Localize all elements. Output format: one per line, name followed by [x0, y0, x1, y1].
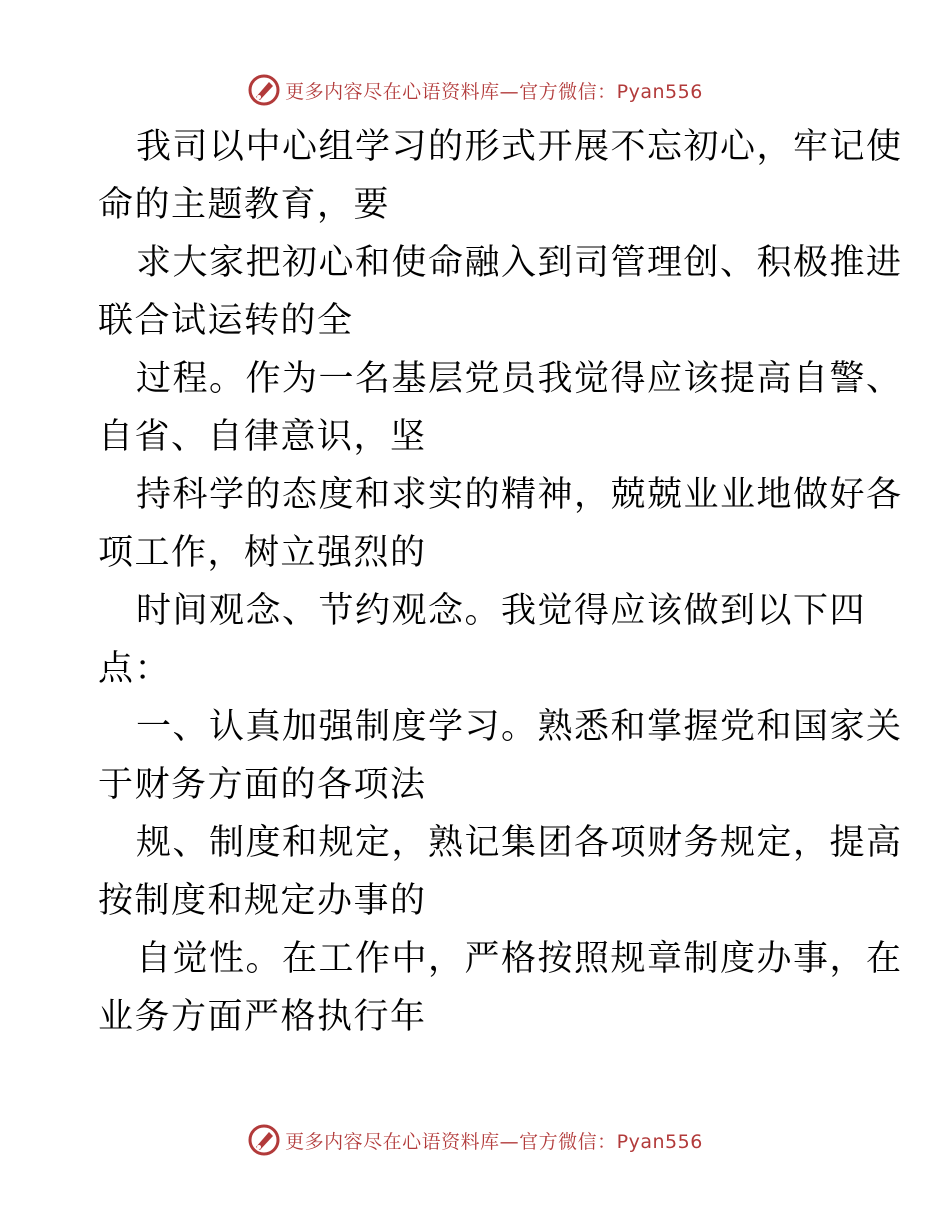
pen-seal-logo-icon [247, 1123, 281, 1157]
text-line: 联合试运转的全 [98, 301, 354, 341]
text-line: 我司以中心组学习的形式开展不忘初心，牢记使 [136, 127, 903, 167]
header-banner [0, 70, 950, 110]
banner-text: 更多内容尽在心语资料库—官方微信：Pyan556 [285, 80, 703, 103]
text-line: 命的主题教育，要 [98, 185, 391, 225]
text-line: 按制度和规定办事的 [98, 881, 427, 921]
pen-seal-logo-icon [247, 73, 281, 107]
text-line: 于财务方面的各项法 [98, 765, 427, 805]
text-line: 自觉性。在工作中，严格按照规章制度办事，在 [136, 939, 903, 979]
text-line: 项工作，树立强烈的 [98, 533, 427, 573]
text-line: 自省、自律意识，坚 [98, 417, 427, 457]
text-line: 点： [98, 649, 172, 689]
text-line: 时间观念、节约观念。我觉得应该做到以下四 [136, 591, 867, 631]
banner-text: 更多内容尽在心语资料库—官方微信：Pyan556 [285, 1130, 703, 1153]
text-line: 过程。作为一名基层党员我觉得应该提高自警、 [136, 359, 903, 399]
text-line: 一、认真加强制度学习。熟悉和掌握党和国家关 [136, 707, 903, 747]
document-body [98, 118, 903, 1046]
text-line: 业务方面严格执行年 [98, 997, 427, 1037]
text-line: 持科学的态度和求实的精神，兢兢业业地做好各 [136, 475, 903, 515]
text-line: 求大家把初心和使命融入到司管理创、积极推进 [136, 243, 903, 283]
footer-banner [0, 1120, 950, 1160]
text-line: 规、制度和规定，熟记集团各项财务规定，提高 [136, 823, 903, 863]
